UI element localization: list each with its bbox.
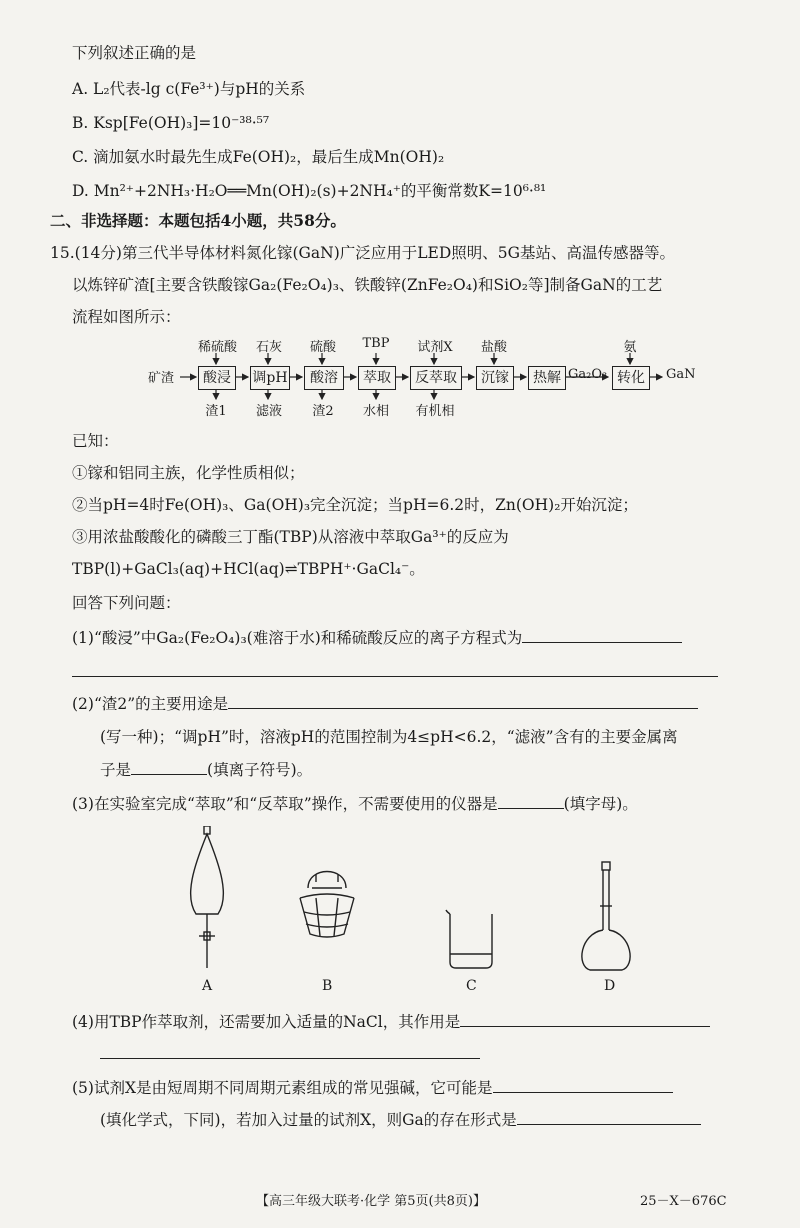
flow-intermediate-label: Ga₂O₃ <box>568 367 608 382</box>
option-b: B. Ksp[Fe(OH)₃]=10⁻³⁸·⁵⁷ <box>72 114 270 132</box>
subq4-continuation <box>100 1042 480 1065</box>
flow-step-extraction: 萃取 <box>358 366 396 390</box>
option-a: A. L₂代表-lg c(Fe³⁺)与pH的关系 <box>72 80 306 98</box>
apparatus-label-b: B <box>322 978 333 994</box>
q15-line3: 流程如图所示： <box>72 308 181 326</box>
flow-step-pyrolysis: 热解 <box>528 366 566 390</box>
answer-blank-2a[interactable] <box>228 692 698 709</box>
option-d: D. Mn²⁺+2NH₃·H₂O══Mn(OH)₂(s)+2NH₄⁺的平衡常数K=10⁶·⁸¹ <box>72 182 547 200</box>
answer-blank-4b[interactable] <box>100 1042 480 1059</box>
subq2-text-a: (2)“渣2”的主要用途是 <box>72 695 229 713</box>
answer-blank-5b[interactable] <box>517 1108 701 1125</box>
subq5 <box>72 1076 673 1099</box>
known-3-equation: TBP(l)+GaCl₃(aq)+HCl(aq)⇌TBPH⁺·GaCl₄⁻。 <box>72 560 425 578</box>
apparatus-label-d: D <box>604 978 616 994</box>
answer-prompt: 回答下列问题： <box>72 594 181 612</box>
answer-blank-3[interactable] <box>498 792 564 809</box>
footer-code: 25－X－676C <box>640 1194 727 1209</box>
flow-reagent-8: 氨 <box>623 340 637 355</box>
subq4-text: (4)用TBP作萃取剂，还需要加入适量的NaCl，其作用是 <box>72 1013 461 1031</box>
subq2 <box>72 692 698 715</box>
section-title: 二、非选择题：本题包括4小题，共58分。 <box>50 211 346 230</box>
subq2-text-c-pre: 子是 <box>100 761 132 779</box>
subq2-text-c-post: (填离子符号)。 <box>207 761 313 779</box>
flow-step-back-extraction: 反萃取 <box>410 366 462 390</box>
flow-byproduct-4: 水相 <box>362 404 389 419</box>
answer-blank-2b[interactable] <box>131 758 207 775</box>
flow-step-gallium-precipitation: 沉镓 <box>476 366 514 390</box>
answer-blank-1[interactable] <box>522 626 682 643</box>
flow-byproduct-1: 渣1 <box>205 404 227 419</box>
flow-reagent-6: 盐酸 <box>480 340 507 355</box>
known-title: 已知： <box>72 432 119 450</box>
subq5-text-b: (填化学式，下同)，若加入过量的试剂X，则Ga的存在形式是 <box>100 1111 517 1129</box>
q15-line2: 以炼锌矿渣[主要含铁酸镓Ga₂(Fe₂O₄)₃、铁酸锌(ZnFe₂O₄)和SiO₂等]制备GaN的工艺 <box>72 276 663 294</box>
separatory-funnel-icon <box>191 826 224 968</box>
subq2-line2: (写一种)；“调pH”时，溶液pH的范围控制为4≤pH<6.2，“滤液”含有的主要金属离 <box>100 728 678 746</box>
flow-step-acid-dissolve: 酸溶 <box>304 366 344 390</box>
flow-reagent-2: 石灰 <box>255 340 282 355</box>
option-c: C. 滴加氨水时最先生成Fe(OH)₂，最后生成Mn(OH)₂ <box>72 148 445 166</box>
answer-blank-4[interactable] <box>460 1010 710 1027</box>
subq2-line3 <box>100 758 312 781</box>
flow-start-label: 矿渣 <box>148 371 175 386</box>
apparatus-label-c: C <box>466 978 477 994</box>
subq4 <box>72 1010 710 1033</box>
flow-byproduct-3: 渣2 <box>312 404 334 419</box>
flow-end-label: GaN <box>666 367 696 382</box>
subq1 <box>72 626 682 649</box>
subq5-text-a: (5)试剂X是由短周期不同周期元素组成的常见强碱，它可能是 <box>72 1079 493 1097</box>
flow-step-conversion: 转化 <box>612 366 650 390</box>
evaporating-dish-stand-icon <box>300 872 354 938</box>
answer-blank-5a[interactable] <box>493 1076 673 1093</box>
flow-byproduct-2: 滤液 <box>255 404 282 419</box>
known-2: ②当pH=4时Fe(OH)₃、Ga(OH)₃完全沉淀；当pH=6.2时，Zn(OH)₂开始沉淀； <box>72 496 638 514</box>
subq1-text: (1)“酸浸”中Ga₂(Fe₂O₄)₃(难溶于水)和稀硫酸反应的离子方程式为 <box>72 629 523 647</box>
subq3-text-post: (填字母)。 <box>563 795 638 813</box>
flow-step-adjust-ph: 调pH <box>250 366 290 390</box>
flow-reagent-3: 硫酸 <box>309 340 336 355</box>
answer-blank-1b[interactable] <box>72 660 718 677</box>
intro-line: 下列叙述正确的是 <box>72 44 197 62</box>
process-flow-chart <box>148 336 748 422</box>
subq3 <box>72 792 638 815</box>
apparatus-drawings <box>150 826 670 976</box>
beaker-icon <box>446 910 492 968</box>
footer-page-info: 【高三年级大联考·化学 第5页(共8页)】 <box>256 1194 486 1209</box>
subq5-line2 <box>100 1108 701 1131</box>
flow-reagent-1: 稀硫酸 <box>198 340 238 355</box>
flow-byproduct-5: 有机相 <box>415 404 455 419</box>
known-1: ①镓和铝同主族，化学性质相似； <box>72 464 305 482</box>
subq1-continuation <box>72 660 718 683</box>
volumetric-flask-icon <box>582 862 630 970</box>
q15-line1: 15.(14分)第三代半导体材料氮化镓(GaN)广泛应用于LED照明、5G基站、高温传感器等。 <box>50 244 676 262</box>
flow-reagent-5: 试剂X <box>417 340 453 355</box>
flow-step-acid-leach: 酸浸 <box>198 366 236 390</box>
subq3-text-pre: (3)在实验室完成“萃取”和“反萃取”操作，不需要使用的仪器是 <box>72 795 498 813</box>
flow-reagent-4: TBP <box>362 336 390 351</box>
known-3: ③用浓盐酸酸化的磷酸三丁酯(TBP)从溶液中萃取Ga³⁺的反应为 <box>72 528 509 546</box>
apparatus-label-a: A <box>202 978 213 994</box>
